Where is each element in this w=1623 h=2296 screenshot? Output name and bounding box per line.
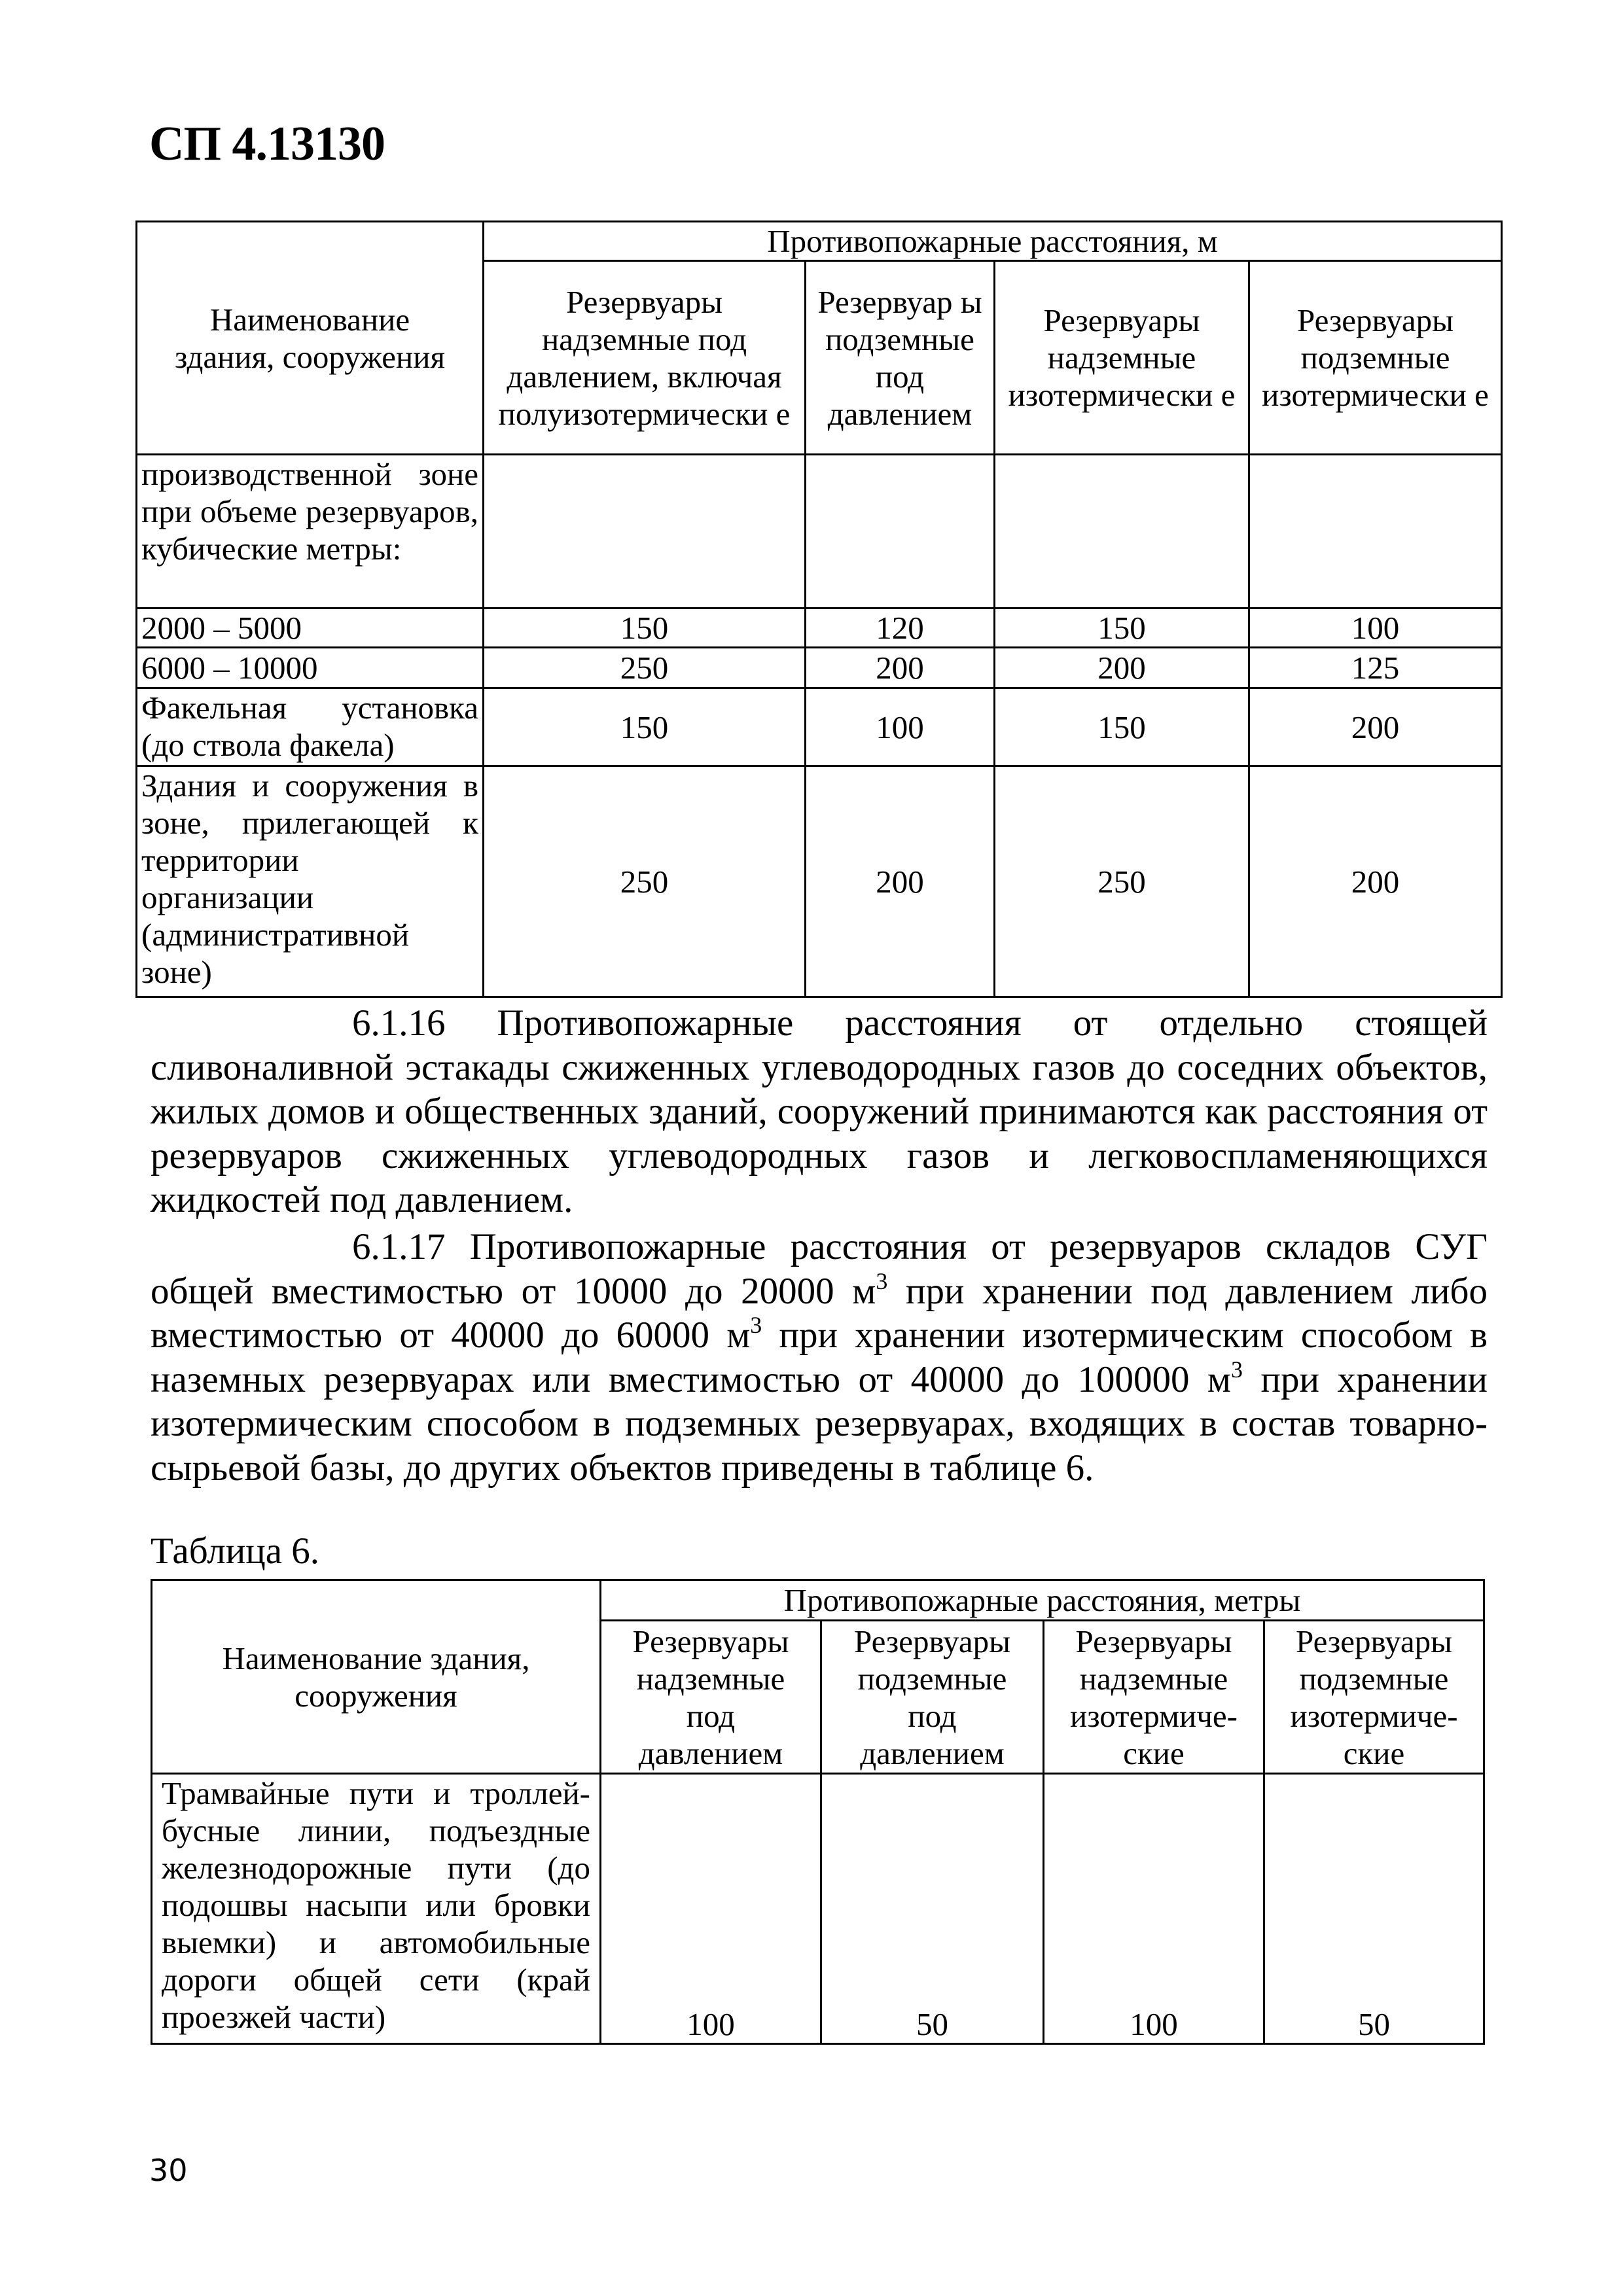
row-name: 6000 – 10000 <box>137 648 484 688</box>
paragraph-text: при хранении под давлением либо вместимостью от 40000 до 60000 м <box>151 1270 1488 1356</box>
cell-value: 125 <box>1249 648 1502 688</box>
cell-value: 50 <box>1264 1774 1484 2044</box>
page-number: 30 <box>149 2153 188 2188</box>
cell-value <box>995 455 1249 609</box>
superscript: 3 <box>750 1312 762 1338</box>
table6-col-header-aboveground-isothermal: Резервуары надземные изотермиче-ские <box>1044 1621 1264 1774</box>
cell-value: 150 <box>995 609 1249 648</box>
table1-group-header: Противопожарные расстояния, м <box>484 222 1502 261</box>
cell-value: 100 <box>806 688 995 766</box>
cell-value: 100 <box>1249 609 1502 648</box>
cell-value: 50 <box>821 1774 1044 2044</box>
table-row <box>152 1774 1484 2044</box>
fire-distances-table-continued <box>135 221 1503 998</box>
cell-value: 100 <box>601 1774 821 2044</box>
cell-value: 200 <box>806 648 995 688</box>
cell-value <box>484 455 806 609</box>
row-name: Здания и сооружения в зоне, прилегающей к территории организации (административной зоне) <box>137 766 484 997</box>
cell-value: 200 <box>1249 766 1502 997</box>
cell-value: 200 <box>1249 688 1502 766</box>
table1-col-header-underground-isothermal: Резервуары подземные изотермически е <box>1249 261 1502 455</box>
table-row <box>137 766 1502 997</box>
table-row <box>137 609 1502 648</box>
paragraph-text: при хранении изотермическим способом в подземных резервуарах, входящих в состав товарно-сырьевой базы, до других объектов приведены в таблице 6. <box>151 1358 1488 1489</box>
table1-col-header-aboveground-pressure: Резервуары надземные под давлением, включая полуизотермически е <box>484 261 806 455</box>
table-row <box>137 688 1502 766</box>
table6-name-header: Наименование здания, сооружения <box>152 1580 601 1774</box>
row-name: Факельная установка (до ствола факела) <box>137 688 484 766</box>
cell-value: 120 <box>806 609 995 648</box>
cell-value: 150 <box>484 688 806 766</box>
table6-group-header: Противопожарные расстояния, метры <box>601 1580 1484 1621</box>
superscript: 3 <box>1231 1356 1243 1383</box>
table6-col-header-underground-isothermal: Резервуары подземные изотермиче-ские <box>1264 1621 1484 1774</box>
table6-group-header-row <box>152 1580 1484 1621</box>
table6-col-header-aboveground-pressure: Резервуары надземные под давлением <box>601 1621 821 1774</box>
table6-col-header-underground-pressure: Резервуары подземные под давлением <box>821 1621 1044 1774</box>
table-row <box>137 455 1502 609</box>
table-row <box>137 648 1502 688</box>
cell-value <box>1249 455 1502 609</box>
table1-col-header-underground-pressure: Резервуар ы подземные под давлением <box>806 261 995 455</box>
cell-value: 100 <box>1044 1774 1264 2044</box>
row-name: производственной зоне при объеме резервуаров, кубические метры: <box>137 455 484 609</box>
row-name: 2000 – 5000 <box>137 609 484 648</box>
table1-group-header-row <box>137 222 1502 261</box>
cell-value: 250 <box>995 766 1249 997</box>
table1-name-header: Наименование здания, сооружения <box>137 222 484 455</box>
paragraph-text: при хранении изотермическим способом в наземных резервуарах или вместимостью от 40000 до 100000 м <box>151 1315 1488 1400</box>
cell-value: 200 <box>995 648 1249 688</box>
table-caption: Таблица 6. <box>151 1530 320 1572</box>
superscript: 3 <box>876 1267 888 1294</box>
cell-value <box>806 455 995 609</box>
document-code-header: СП 4.13130 <box>149 117 385 171</box>
paragraph-6-1-17 <box>151 1225 1488 1490</box>
cell-value: 150 <box>484 609 806 648</box>
cell-value: 150 <box>995 688 1249 766</box>
cell-value: 200 <box>806 766 995 997</box>
table-6 <box>151 1579 1485 2045</box>
row-name: Трамвайные пути и троллей-бусные линии, подъездные железнодорожные пути (до подошвы насыпи или бровки выемки) и автомобильные дороги общей сети (край проезжей части) <box>152 1774 601 2044</box>
cell-value: 250 <box>484 766 806 997</box>
table1-col-header-aboveground-isothermal: Резервуары надземные изотермически е <box>995 261 1249 455</box>
paragraph-text: 6.1.17 Противопожарные расстояния от резервуаров складов СУГ общей вместимостью от 10000 до 20000 м <box>151 1226 1488 1312</box>
paragraph-6-1-16: 6.1.16 Противопожарные расстояния от отдельно стоящей сливоналивной эстакады сжиженных углеводородных газов до соседних объектов, жилых домов и общественных зданий, сооружений принимаются как расстояния от резервуаров сжиженных углеводородных газов и легковоспламеняющихся жидкостей под давлением. <box>151 1002 1488 1220</box>
cell-value: 250 <box>484 648 806 688</box>
